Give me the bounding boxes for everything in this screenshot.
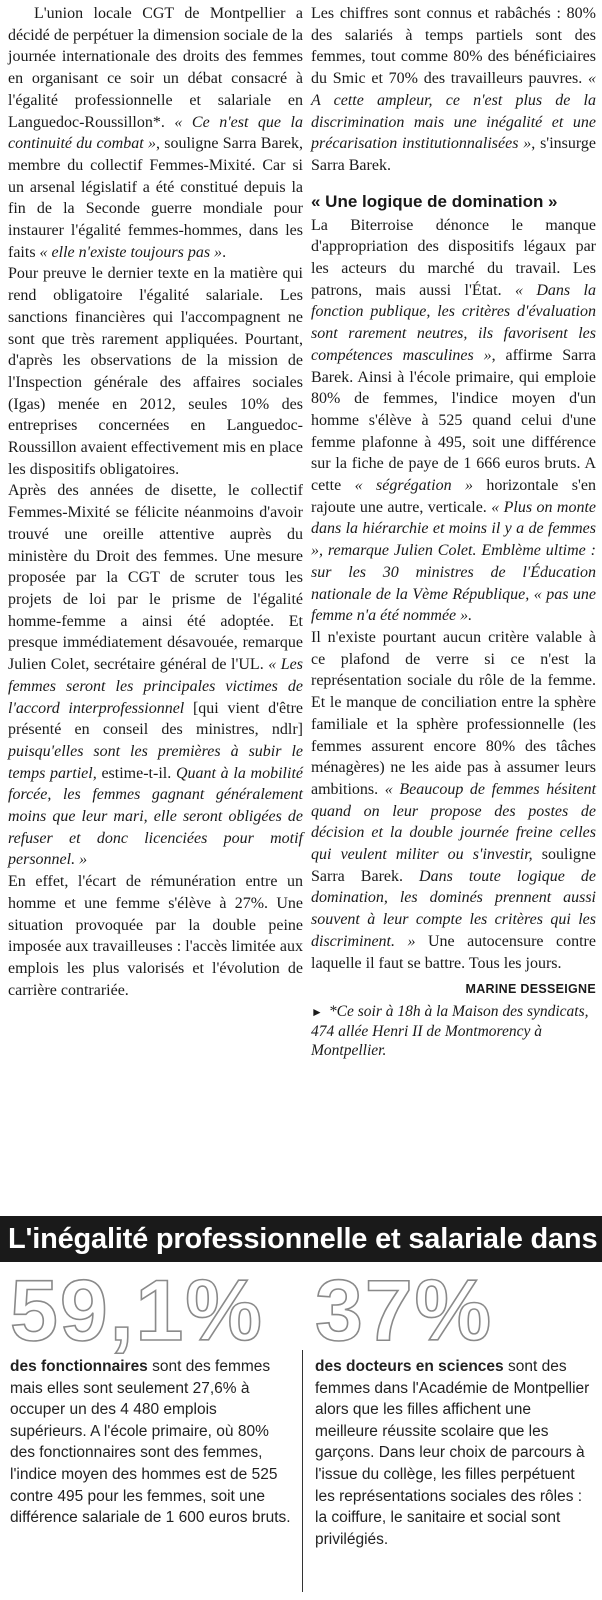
stat-description-body: sont des femmes mais elles sont seulement 27,6% à occuper un des 4 480 emplois supérieurs. A l'école primaire, où 80% des fonctionnaires sont des femmes, l'indice moyen des hommes est de 525 contre 495 pour les femmes, soit une différence salariale de 1 600 euros bruts.	[10, 1358, 291, 1527]
quote-text: « A cette ampleur, ce n'est plus de la discrimination mais une inégalité et une précarisation institutionnalisées »	[311, 70, 596, 153]
quote-text: « elle n'existe toujours pas »	[39, 243, 223, 261]
body-text: estime-t-il.	[101, 764, 176, 782]
article-paragraph	[311, 627, 596, 974]
body-text: .	[222, 243, 227, 261]
article-paragraph	[8, 3, 303, 263]
stat-description-body: sont des femmes dans l'Académie de Montpellier alors que les filles affichent une meilleure réussite scolaire que les garçons. Dans leur choix de parcours à l'issue du collège, les filles perpétuent les représentations sociales des rôles : la coiffure, le sanitaire et social sont privilégiés.	[315, 1358, 590, 1548]
article-subheading: « Une logique de domination »	[311, 191, 558, 211]
body-text: L'union locale CGT de Montpellier a décidé de perpétuer la dimension sociale de la journée internationale des droits des femmes en organisant ce soir un débat consacré à l'égalité professionnelle et salariale en Languedoc-Roussillon*.	[8, 5, 303, 131]
body-text: Les chiffres sont connus et rabâchés : 80% des salariés à temps partiels sont des femmes, tout comme 80% des bénéficiaires du Smic et 70% des travailleurs pauvres.	[311, 5, 596, 88]
article-column-left	[8, 3, 303, 1001]
banner-title: L'inégalité professionnelle et salariale dans	[8, 1223, 598, 1255]
article-column-right	[311, 3, 596, 1060]
article-paragraph	[8, 480, 303, 871]
stat-description	[315, 1356, 595, 1550]
article-paragraph	[8, 263, 303, 480]
quote-text: « ségrégation »	[354, 477, 473, 495]
stat-number: 37%	[315, 1263, 494, 1359]
event-note-text: *Ce soir à 18h à la Maison des syndicats, 474 allée Henri II de Montmorency à Montpellier.	[311, 1003, 589, 1060]
body-text: Il n'existe pourtant aucun critère valable à ce plafond de verre si ce n'est la représentation sociale du rôle de la femme. Et le manque de conciliation entre la sphère familiale et la sphère professionnelle (les femmes assurent encore 80% des tâches ménagères) ne les aide pas à assumer leurs ambitions.	[311, 628, 596, 798]
stat-block-civil-servants	[10, 1263, 292, 1529]
stat-description-lead: des fonctionnaires	[10, 1358, 148, 1375]
stat-block-science-doctors	[315, 1263, 595, 1550]
quote-text: Quant à la mobilité forcée, les femmes gagnant généralement moins que leur mari, elle seront obligées de refuser et donc licenciées pour motif personnel. »	[8, 764, 303, 869]
quote-text: « Beaucoup de femmes hésitent quand on leur propose des postes de décision et la double journée freine celles qui veulent militer ou s'investir,	[311, 780, 597, 864]
section-banner	[0, 1216, 602, 1262]
column-divider	[302, 1350, 303, 1592]
stat-description-lead: des docteurs en sciences	[315, 1358, 504, 1375]
quote-text: « Ce n'est que la continuité du combat »	[8, 113, 303, 153]
body-text: , affirme Sarra Barek. Ainsi à l'école primaire, qui emploie 80% de femmes, l'indice moyen d'un homme s'élève à 525 quand celui d'une femme plafonne à 495, soit une différence sur la fiche de paye de 1 666 euros bruts. A cette	[311, 346, 596, 495]
triangle-bullet-icon: ►	[311, 1005, 323, 1020]
body-text: souligne Sarra Barek.	[311, 846, 596, 885]
event-note	[311, 1002, 596, 1060]
article-byline: MARINE DESSEIGNE	[465, 982, 596, 997]
quote-text: « Plus on monte dans la hiérarchie et moins il y a de femmes », remarque Julien Colet. Emblème ultime : sur les 30 ministres de l'Éducation nationale de la Vème République, « pas une femme n'a été nommée ».	[311, 498, 596, 625]
body-text: Après des années de disette, le collectif Femmes-Mixité se félicite néanmoins d'avoir trouvé une oreille attentive auprès du ministère du Droit des femmes. Une mesure proposée par la CGT de scruter tous les projets de loi par le prisme de l'égalité homme-femme a ainsi été adoptée. Et presque immédiatement désavouée, remarque Julien Colet, secrétaire général de l'UL.	[8, 482, 303, 674]
quote-text: « Dans la fonction publique, les critères d'évaluation sont rarement neutres, ils favorisent les compétences masculines »	[311, 281, 596, 364]
body-text: La Biterroise dénonce le manque d'appropriation des dispositifs légaux par les acteurs du marché du travail. Les patrons, mais aussi l'État.	[311, 216, 596, 299]
body-text: [qui vient d'être présenté en conseil des ministres, ndlr]	[8, 699, 304, 739]
article-paragraph	[311, 3, 596, 177]
body-text: Une autocensure contre laquelle il faut se battre. Tous les jours.	[311, 932, 596, 972]
stat-description	[10, 1356, 292, 1529]
quote-text: puisqu'elles sont les premières à subir le temps partiel,	[8, 742, 303, 782]
body-text: , s'insurge Sarra Barek.	[311, 135, 597, 174]
body-text: Pour preuve le dernier texte en la matière qui rend obligatoire l'égalité salariale. Les sanctions financières qui l'accompagnent ne sont que très rarement appliquées. Pourtant, d'après les observations de la mission de l'Inspection générale des affaires sociales (Igas) menée en 2012, seules 10% des entreprises concernées en Languedoc-Roussillon avaient effectivement mis en place les dispositifs obligatoires.	[8, 265, 303, 478]
article-paragraph	[8, 871, 303, 1001]
quote-text: « Les femmes seront les principales victimes de l'accord interprofessionnel	[8, 656, 303, 717]
stat-number: 59,1%	[10, 1263, 264, 1359]
body-text: horizontale s'en rajoute une autre, verticale.	[311, 477, 596, 516]
article-paragraph	[311, 215, 596, 627]
body-text: En effet, l'écart de rémunération entre un homme et une femme s'élève à 27%. Une situation provoquée par la double peine imposée aux travailleuses : l'accès limitée aux emplois les plus valorisés et l'évolution de carrière contrariée.	[8, 873, 303, 999]
body-text: , souligne Sarra Barek, membre du collectif Femmes-Mixité. Car si un arsenal législatif a été constitué depuis la fin de la Seconde guerre mondiale pour instaurer l'égalité femmes-hommes, dans les faits	[8, 135, 303, 261]
quote-text: Dans toute logique de domination, les dominés prennent aussi souvent à leur compte les critères qui les discriminent. »	[311, 867, 596, 950]
